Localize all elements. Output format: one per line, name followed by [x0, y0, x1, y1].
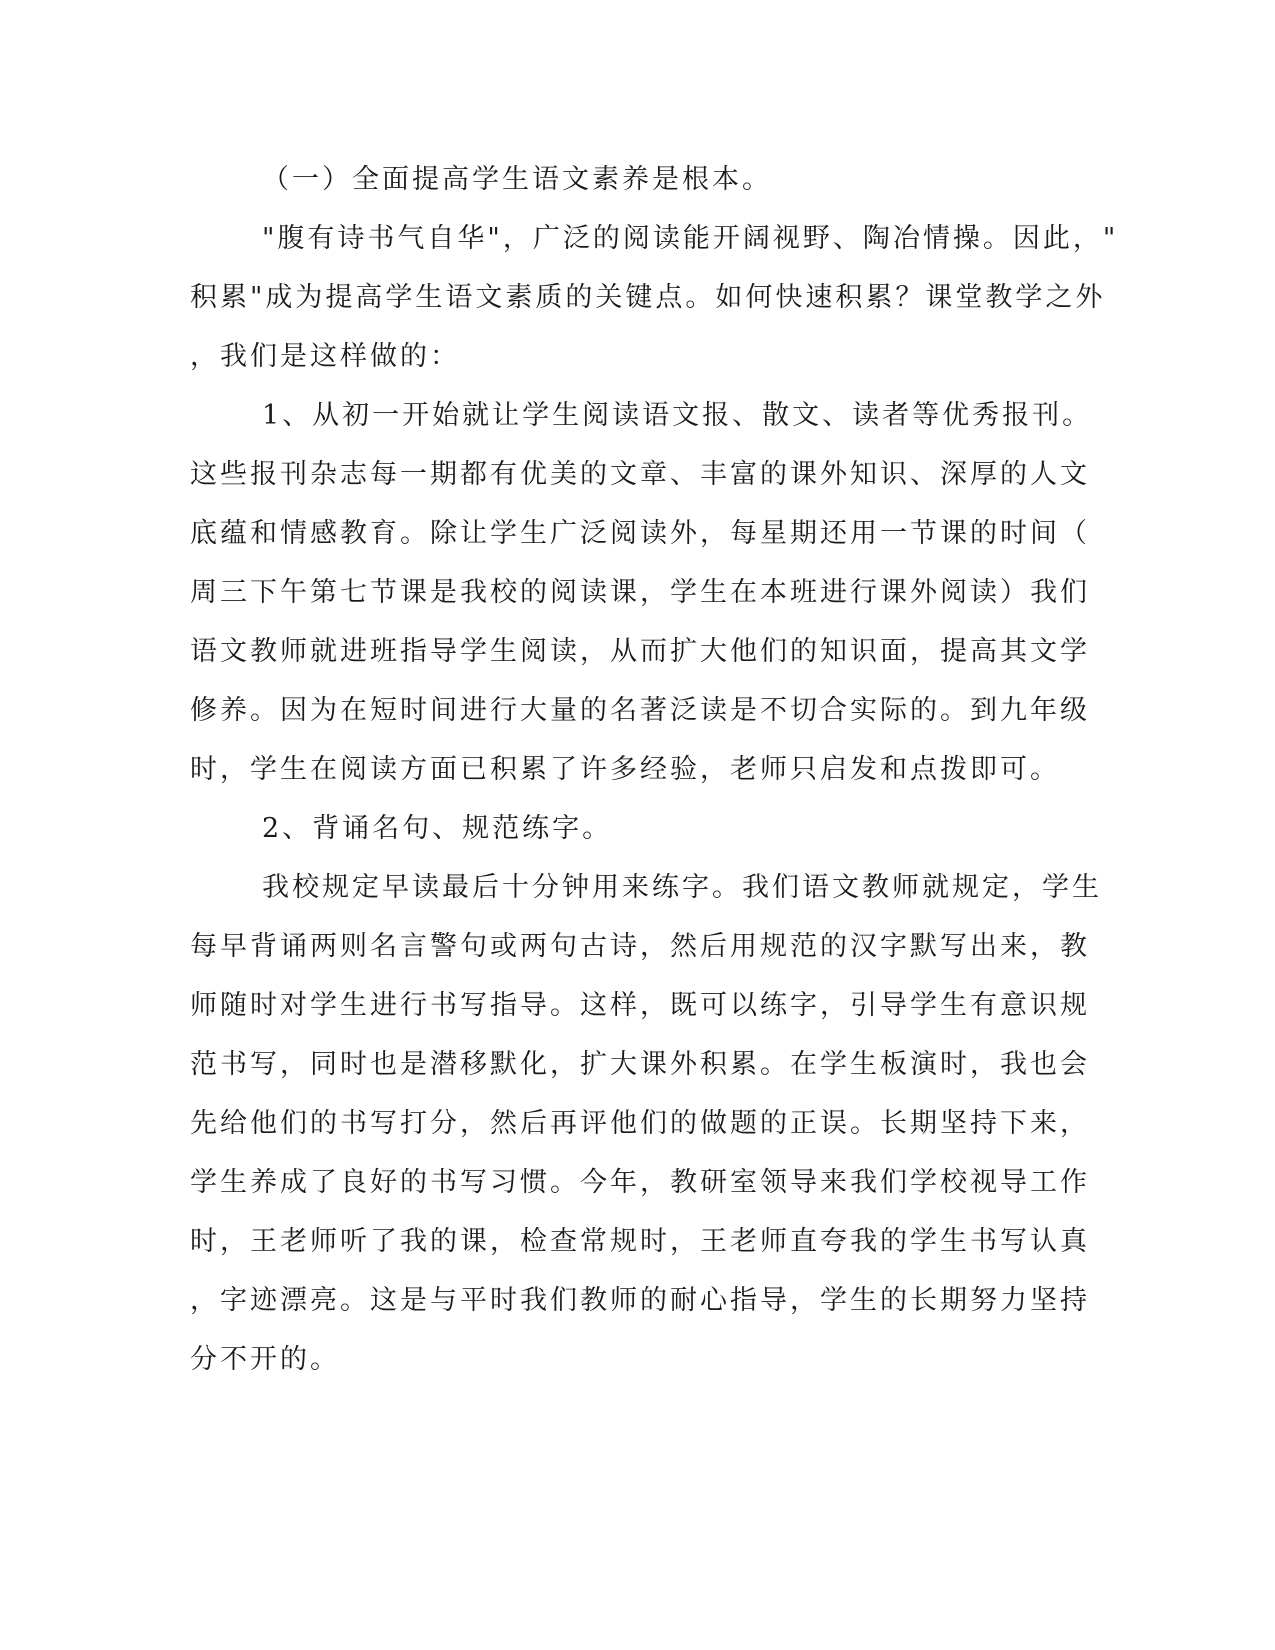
item-1-line-2: 这些报刊杂志每一期都有优美的文章、丰富的课外知识、深厚的人文: [190, 459, 1090, 490]
paragraph-2-line-3: 师随时对学生进行书写指导。这样，既可以练字，引导学生有意识规: [190, 990, 1090, 1021]
item-1-line-3: 底蕴和情感教育。除让学生广泛阅读外，每星期还用一节课的时间（: [190, 518, 1090, 549]
item-2-heading: 2、背诵名句、规范练字。: [262, 813, 613, 844]
paragraph-2-line-6: 学生养成了良好的书写习惯。今年，教研室领导来我们学校视导工作: [190, 1167, 1090, 1198]
section-heading: （一）全面提高学生语文素养是根本。: [262, 164, 772, 195]
paragraph-1-line-1: "腹有诗书气自华"，广泛的阅读能开阔视野、陶冶情操。因此，": [262, 223, 1119, 254]
paragraph-2-line-5: 先给他们的书写打分，然后再评他们的做题的正误。长期坚持下来，: [190, 1108, 1090, 1139]
item-1-line-5: 语文教师就进班指导学生阅读，从而扩大他们的知识面，提高其文学: [190, 636, 1090, 667]
item-1-line-6: 修养。因为在短时间进行大量的名著泛读是不切合实际的。到九年级: [190, 695, 1090, 726]
paragraph-2-line-2: 每早背诵两则名言警句或两句古诗，然后用规范的汉字默写出来，教: [190, 931, 1090, 962]
paragraph-1-line-3: ，我们是这样做的：: [190, 341, 460, 372]
paragraph-2-line-7: 时，王老师听了我的课，检查常规时，王老师直夸我的学生书写认真: [190, 1226, 1090, 1257]
paragraph-2-line-1: 我校规定早读最后十分钟用来练字。我们语文教师就规定，学生: [262, 872, 1102, 903]
paragraph-2-line-4: 范书写，同时也是潜移默化，扩大课外积累。在学生板演时，我也会: [190, 1049, 1090, 1080]
paragraph-1-line-2: 积累"成为提高学生语文素质的关键点。如何快速积累？课堂教学之外: [190, 282, 1106, 313]
item-1-line-1: 1、从初一开始就让学生阅读语文报、散文、读者等优秀报刊。: [262, 400, 1093, 431]
item-1-line-7: 时，学生在阅读方面已积累了许多经验，老师只启发和点拨即可。: [190, 754, 1060, 785]
paragraph-2-line-9: 分不开的。: [190, 1344, 340, 1375]
paragraph-2-line-8: ，字迹漂亮。这是与平时我们教师的耐心指导，学生的长期努力坚持: [190, 1285, 1090, 1316]
item-1-line-4: 周三下午第七节课是我校的阅读课，学生在本班进行课外阅读）我们: [190, 577, 1090, 608]
